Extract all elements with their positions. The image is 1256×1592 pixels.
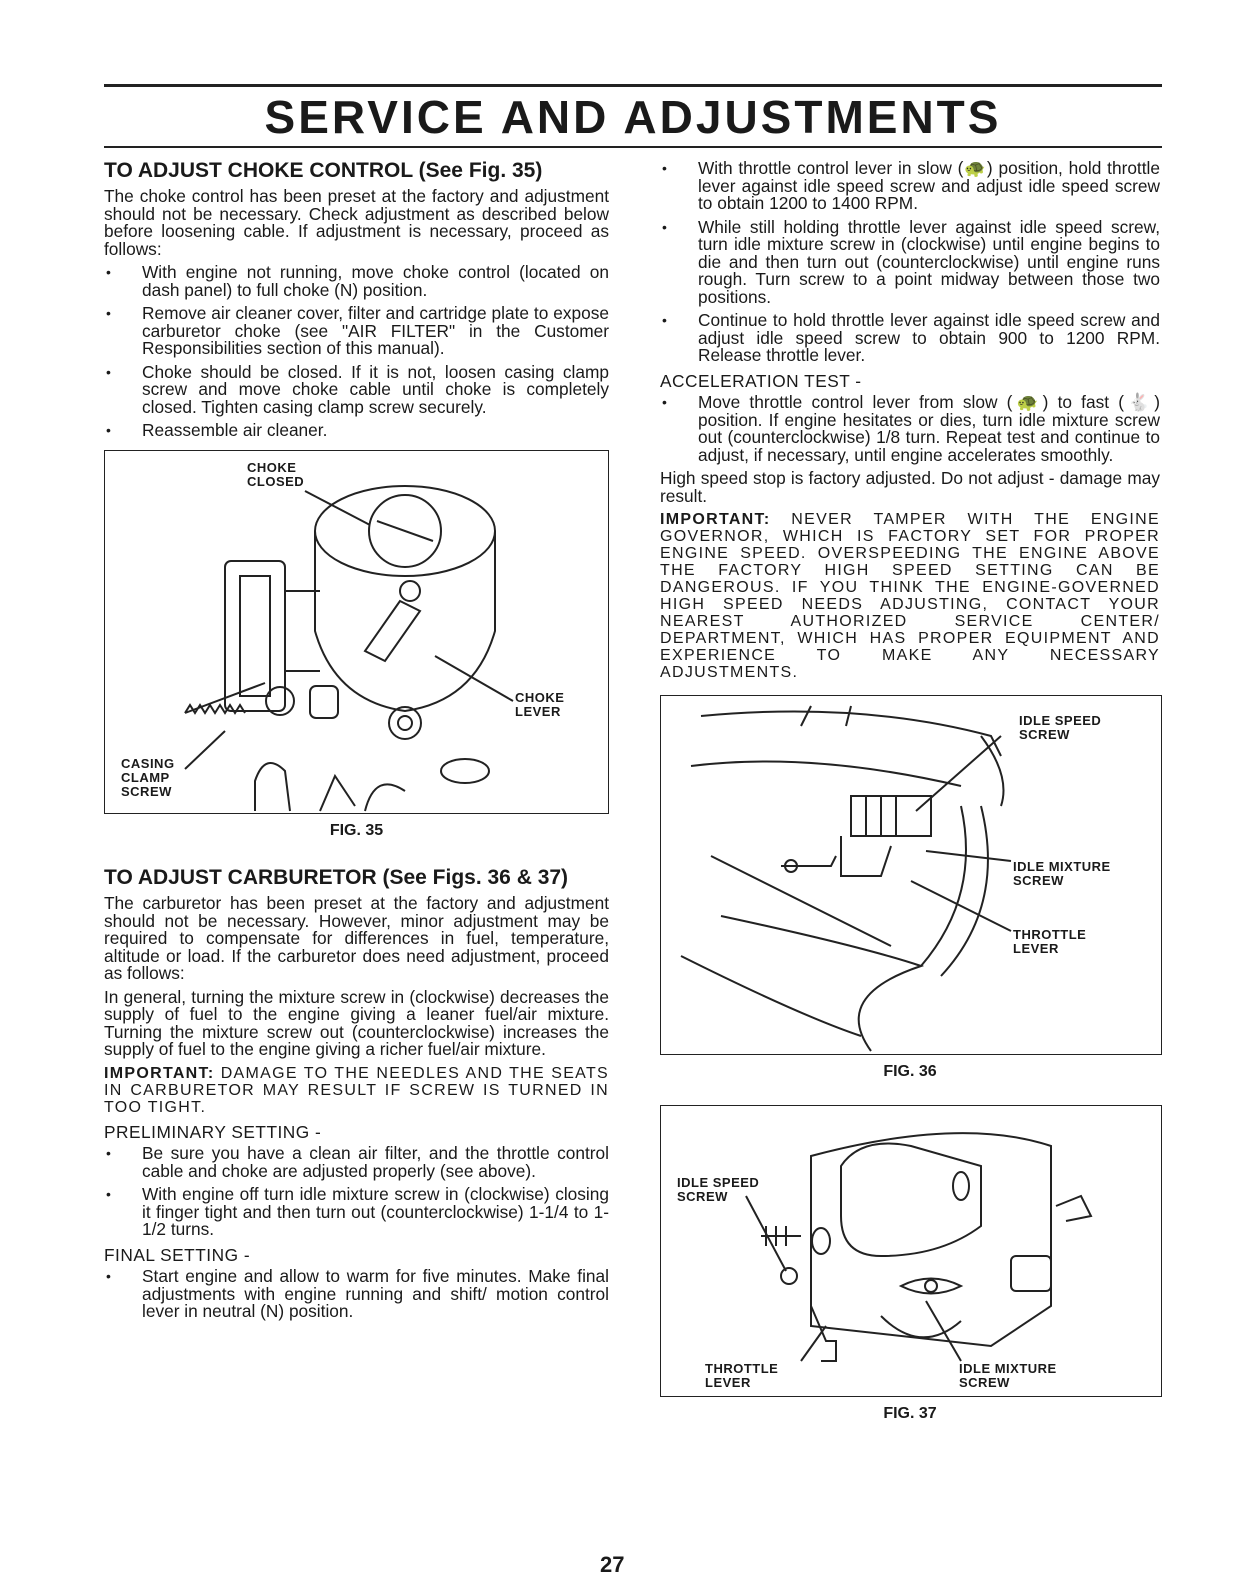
list-item: • With engine not running, move choke control (located on dash panel) to full choke (N) position. bbox=[104, 264, 609, 299]
label-idle-speed-screw: IDLE SPEED SCREW bbox=[1019, 713, 1102, 742]
preliminary-steps bbox=[104, 1145, 609, 1239]
right-column bbox=[660, 160, 1160, 1422]
label-choke-closed: CHOKE CLOSED bbox=[247, 459, 305, 489]
important-note-right bbox=[660, 511, 1160, 681]
figure-36 bbox=[660, 695, 1162, 1055]
label-idle-mixture-screw: IDLE MIXTURE SCREW bbox=[1013, 859, 1111, 888]
left-column bbox=[104, 160, 609, 1327]
list-item: • With throttle control lever in slow (🐢) position, hold throttle lever against idle speed screw and adjust idle speed screw to obtain 1200 to 1400 RPM. bbox=[660, 160, 1160, 213]
label-idle-speed-screw: IDLE SPEED SCREW bbox=[677, 1174, 760, 1204]
figure-35-caption: FIG. 35 bbox=[329, 821, 384, 839]
carburetor-intro: The carburetor has been preset at the factory and adjustment should not be necessary. However, minor adjustment may be required to compensate for differences in fuel, temperature, altitude or load. If the carburetor does need adjustment, proceed as follows: bbox=[104, 893, 609, 983]
important-note-left bbox=[104, 1065, 609, 1116]
list-item: • Move throttle control lever from slow (🐢) to fast (🐇) position. If engine hesitates or dies, turn idle mixture screw out (counterclockwise) 1/8 turn. Repeat test and continue to adjust, if necessary, until engine accelerates smoothly. bbox=[660, 394, 1160, 464]
label-choke-lever: CHOKE LEVER bbox=[515, 689, 565, 719]
important-label: IMPORTANT: bbox=[104, 1064, 215, 1082]
final-steps-left bbox=[104, 1268, 609, 1321]
list-item: • Start engine and allow to warm for five minutes. Make final adjustments with engine running and shift/ motion control lever in neutral (N) position. bbox=[104, 1268, 609, 1321]
choke-steps bbox=[104, 264, 609, 440]
page-title: SERVICE AND ADJUSTMENTS bbox=[264, 91, 1002, 143]
important-text: NEVER TAMPER WITH THE ENGINE GOVERNOR, WHICH IS FACTORY SET FOR PROPER ENGINE SPEED. OVERSPEEDING THE ENGINE ABOVE THE FACTORY HIGH SPEED SETTING CAN BE DANGEROUS. IF YOU THINK THE ENGINE-GOVERNED HIGH SPEED NEEDS ADJUSTING, CONTACT YOUR NEAREST AUTHORIZED SERVICE CENTER/ DEPARTMENT, WHICH HAS PROPER EQUIPMENT AND EXPERIENCE TO MAKE ANY NECESSARY ADJUSTMENTS. bbox=[660, 511, 1161, 681]
label-casing-clamp-screw: CASING CLAMP SCREW bbox=[121, 755, 175, 799]
page-number: 27 bbox=[600, 1552, 625, 1577]
carburetor-heading: TO ADJUST CARBURETOR (See Figs. 36 & 37) bbox=[104, 866, 569, 889]
top-rule bbox=[104, 84, 1162, 87]
important-text: DAMAGE TO THE NEEDLES AND THE SEATS IN CARBURETOR MAY RESULT IF SCREW IS TURNED IN TOO TIGHT. bbox=[104, 1064, 610, 1116]
acceleration-steps bbox=[660, 394, 1160, 464]
list-item: • While still holding throttle lever against idle speed screw, turn idle mixture screw in (clockwise) until engine begins to die and then turn out (counterclockwise) until engine runs rough. Turn screw to a point midway between those two positions. bbox=[660, 219, 1160, 307]
choke-heading: TO ADJUST CHOKE CONTROL (See Fig. 35) bbox=[104, 159, 543, 182]
final-steps-right bbox=[660, 160, 1160, 365]
carburetor-idle-illustration bbox=[661, 1106, 1161, 1396]
figure-37 bbox=[660, 1105, 1162, 1397]
final-setting-label: FINAL SETTING - bbox=[104, 1244, 251, 1265]
list-item: • Continue to hold throttle lever against idle speed screw and adjust idle speed screw to obtain 900 to 1200 RPM. Release throttle lever. bbox=[660, 312, 1160, 365]
figure-35 bbox=[104, 450, 609, 814]
carburetor-general: In general, turning the mixture screw in (clockwise) decreases the supply of fuel to the engine giving a leaner fuel/air mixture. Turning the mixture screw out (counterclockwise) increases the supply of fuel to the engine giving a richer fuel/air mixture. bbox=[104, 986, 609, 1059]
figure-36-caption: FIG. 36 bbox=[883, 1063, 937, 1080]
preliminary-setting-label: PRELIMINARY SETTING - bbox=[104, 1121, 322, 1142]
list-item: • With engine off turn idle mixture screw in (clockwise) closing it finger tight and then turn out (counterclockwise) 1-1/4 to 1-1/2 turns. bbox=[104, 1186, 609, 1239]
list-item: • Remove air cleaner cover, filter and cartridge plate to expose carburetor choke (see "AIR FILTER" in the Customer Responsibilities section of this manual). bbox=[104, 305, 609, 358]
choke-intro: The choke control has been preset at the factory and adjustment should not be necessary. Check adjustment as described below before loosening cable. If adjustment is necessary, proceed as follows: bbox=[104, 186, 609, 259]
list-item: • Reassemble air cleaner. bbox=[104, 422, 609, 440]
important-label: IMPORTANT: bbox=[660, 511, 771, 528]
label-throttle-lever: THROTTLE LEVER bbox=[1013, 927, 1087, 956]
figure-37-caption: FIG. 37 bbox=[883, 1404, 937, 1422]
acceleration-test-label: ACCELERATION TEST - bbox=[660, 370, 862, 391]
label-throttle-lever: THROTTLE LEVER bbox=[705, 1360, 779, 1390]
high-speed-note: High speed stop is factory adjusted. Do not adjust - damage may result. bbox=[660, 468, 1160, 506]
label-idle-mixture-screw: IDLE MIXTURE SCREW bbox=[959, 1360, 1057, 1390]
title-rule bbox=[104, 146, 1162, 148]
list-item: • Be sure you have a clean air filter, and the throttle control cable and choke are adjusted properly (see above). bbox=[104, 1145, 609, 1180]
list-item: • Choke should be closed. If it is not, loosen casing clamp screw and move choke cable until choke is completely closed. Tighten casing clamp screw securely. bbox=[104, 364, 609, 417]
